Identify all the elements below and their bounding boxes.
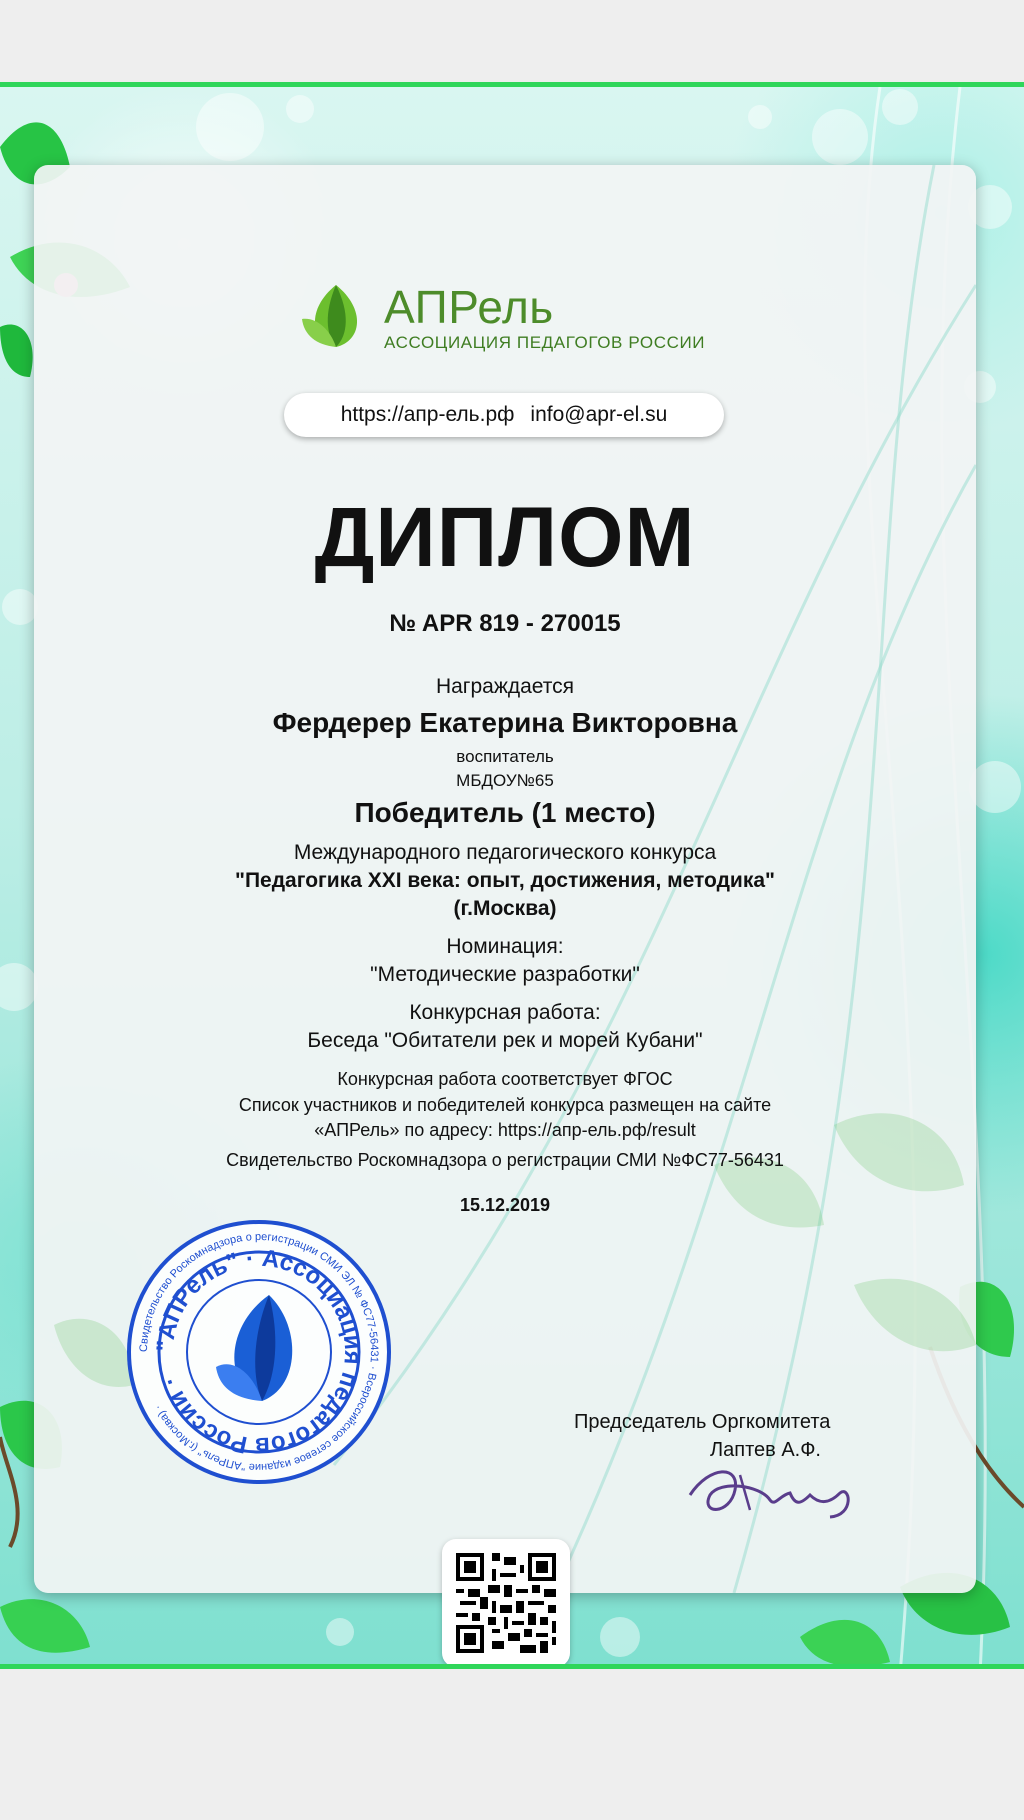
work-label: Конкурсная работа: bbox=[409, 1001, 601, 1024]
awarded-label: Награждается bbox=[435, 675, 575, 698]
award-place: Победитель (1 место) bbox=[354, 797, 656, 828]
diploma-title: ДИПЛОМ bbox=[314, 490, 696, 584]
diploma-panel bbox=[34, 165, 976, 1593]
recipient-name: Фердерер Екатерина Викторовна bbox=[272, 707, 738, 738]
recipient-position: воспитатель bbox=[456, 747, 554, 766]
stamp-outer-text: Свидетельство Роскомнадзора о регистрации СМИ ЭЛ № ФС77-56431 · Всероссийское сетевое издание "АПРель" (г.Москва) · bbox=[137, 1230, 381, 1474]
stamp-inner-text: "АПРель" · Ассоциация педагогов России · bbox=[151, 1244, 367, 1460]
brand-subtitle: АССОЦИАЦИЯ ПЕДАГОГОВ РОССИИ bbox=[384, 333, 706, 352]
qr-code-icon bbox=[456, 1553, 556, 1653]
diploma-sheet bbox=[0, 82, 1024, 1669]
recipient-institution: МБДОУ№65 bbox=[456, 771, 554, 790]
qr-code[interactable] bbox=[442, 1539, 570, 1667]
nomination-value: "Методические разработки" bbox=[370, 963, 640, 986]
website-link[interactable]: https://апр-ель.рф bbox=[340, 403, 515, 426]
organization-stamp bbox=[124, 1217, 394, 1487]
fgos-note: Конкурсная работа соответствует ФГОС bbox=[337, 1069, 673, 1089]
contest-name: "Педагогика XXI века: опыт, достижения, методика" bbox=[235, 869, 775, 892]
contest-type: Международного педагогического конкурса bbox=[293, 841, 717, 864]
email-link[interactable]: info@apr-el.su bbox=[530, 403, 668, 426]
signature-name: Лаптев А.Ф. bbox=[710, 1439, 821, 1461]
results-note-line1: Список участников и победителей конкурса размещен на сайте bbox=[238, 1095, 772, 1115]
diploma-number: № APR 819 - 270015 bbox=[389, 610, 621, 637]
media-certificate: Свидетельство Роскомнадзора о регистрации СМИ №ФС77-56431 bbox=[226, 1150, 784, 1170]
work-title: Беседа "Обитатели рек и морей Кубани" bbox=[307, 1029, 703, 1052]
brand-name: АПРель bbox=[384, 281, 554, 333]
diploma-date: 15.12.2019 bbox=[459, 1195, 551, 1215]
contest-city: (г.Москва) bbox=[453, 897, 557, 920]
results-note-line2: «АПРель» по адресу: https://апр-ель.рф/result bbox=[314, 1120, 696, 1140]
handwritten-signature bbox=[680, 1455, 880, 1525]
nomination-label: Номинация: bbox=[446, 935, 564, 958]
contacts-pill bbox=[284, 393, 724, 437]
signature-title: Председатель Оргкомитета bbox=[574, 1411, 831, 1433]
